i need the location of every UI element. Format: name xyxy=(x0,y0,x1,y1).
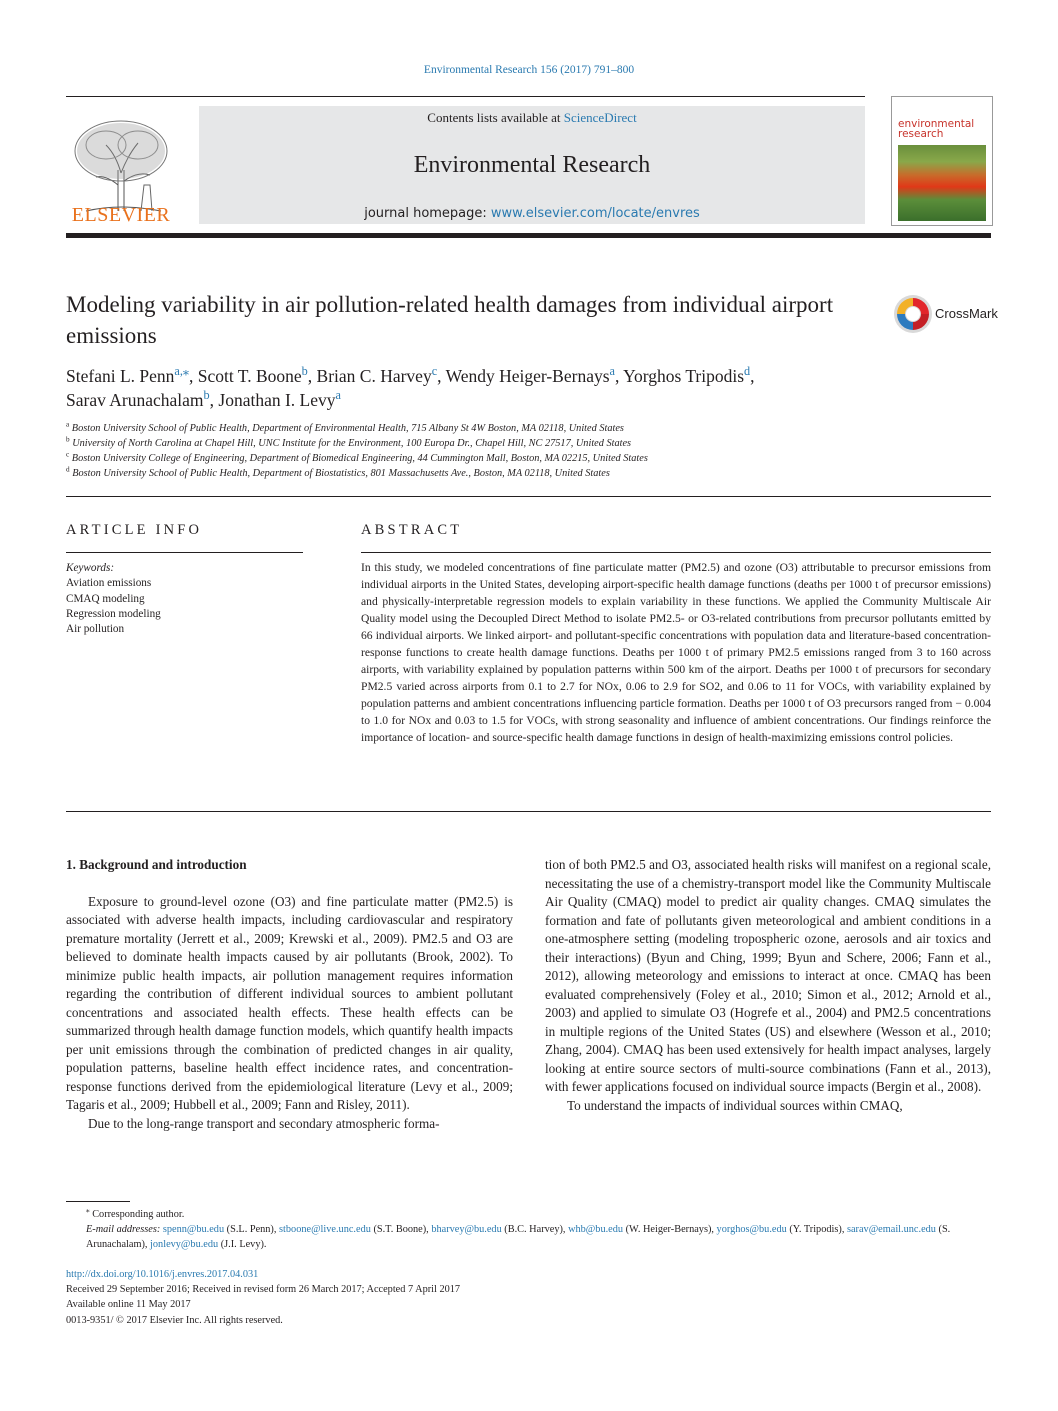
author-name: Stefani L. Penn xyxy=(66,366,175,386)
email-link[interactable]: stboone@live.unc.edu xyxy=(279,1224,371,1235)
homepage-prefix: journal homepage: xyxy=(364,206,491,221)
journal-cover-thumbnail[interactable] xyxy=(891,96,993,226)
affiliation xyxy=(66,466,966,481)
contents-line xyxy=(199,110,865,126)
cover-title-line1: environmental xyxy=(898,118,975,130)
email-label: E-mail addresses: xyxy=(86,1224,161,1235)
author xyxy=(66,390,210,410)
author-name: Jonathan I. Levy xyxy=(218,390,336,410)
article-title: Modeling variability in air pollution-related health damages from individual airport emissions xyxy=(66,292,834,348)
journal-name: Environmental Research xyxy=(413,152,651,178)
elsevier-wordmark: ELSEVIER xyxy=(71,204,171,226)
author-list: Stefani L. Penn$^{a,⁎}$, Scott T. Boone$^b$, Brian C. Harvey$^c$, Wendy Heiger-Bernays$^a$, Yorghos Tripodis$^d$, Sarav Arunachalam$^b$, Jonathan I. Levy$^a$ xyxy=(66,364,755,410)
section-rule xyxy=(66,496,991,497)
affiliation xyxy=(66,451,966,466)
keywords-block xyxy=(66,561,161,637)
section-heading: 1. Background and introduction xyxy=(66,857,247,872)
publication-info xyxy=(66,1267,991,1328)
email-owner: (S.T. Boone) xyxy=(373,1224,427,1235)
available-online: Available online 11 May 2017 xyxy=(66,1299,191,1311)
email-link[interactable]: sarav@email.unc.edu xyxy=(846,1224,936,1235)
affiliation-key: a xyxy=(66,420,70,429)
email-owner: (J.I. Levy) xyxy=(220,1239,264,1250)
email-link[interactable]: spenn@bu.edu xyxy=(162,1224,225,1235)
email-owner: (Y. Tripodis) xyxy=(789,1224,842,1235)
author-name: Sarav Arunachalam xyxy=(66,390,204,410)
author xyxy=(66,366,189,386)
email-owner: (S.L. Penn) xyxy=(226,1224,274,1235)
keyword: Air pollution xyxy=(66,623,125,636)
article-info-heading: ARTICLE INFO xyxy=(66,522,203,538)
corresponding-text: Corresponding author. xyxy=(92,1209,185,1220)
author-name: Brian C. Harvey xyxy=(316,366,432,386)
author-affil-mark[interactable]: a xyxy=(335,388,341,403)
footnote-rule xyxy=(66,1201,130,1202)
received-dates: Received 29 September 2016; Received in revised form 26 March 2017; Accepted 7 April 2017 xyxy=(66,1284,461,1296)
body-paragraph: tion of both PM2.5 and O3, associated health risks will manifest on a regional scale, necessitating the use of a chemistry-transport model like the Community Multiscale Air Quality (CMAQ) model to predict air quality changes. CMAQ simulates the formation and fate of pollutants given meteorological and ambient conditions in a one-atmosphere setting (modeling tropospheric ozone, aerosols and air toxics and their interactions) (Byun and Ching, 1999; Byun and Schere, 2006; Fann et al., 2012), allowing meteorology and emissions to interact at once. CMAQ has been evaluated comprehensively (Foley et al., 2010; Simon et al., 2012; Arnold et al., 2003) and applied to simulate O3 (Hogrefe et al., 2004) and PM2.5 concentrations in multiple regions of the United States (US) and elsewhere (Wesson et al., 2010; Zhang, 2004). CMAQ has been used extensively for health impact analyses, largely looking at entire source sectors of multi-source combinations (Fann et al., 2013), with fewer applications focused on individual source impacts (Bergin et al., 2008). xyxy=(545,857,991,1094)
email-link[interactable]: whb@bu.edu xyxy=(568,1224,624,1235)
header-rule xyxy=(66,96,865,97)
keywords-label: Keywords: xyxy=(66,562,115,574)
author xyxy=(198,366,308,386)
contents-prefix: Contents lists available at xyxy=(427,110,564,125)
corresponding-mark: ⁎ xyxy=(86,1206,90,1215)
email-link[interactable]: yorghos@bu.edu xyxy=(716,1224,787,1235)
author-affil-mark[interactable]: b xyxy=(203,388,210,403)
keyword: Aviation emissions xyxy=(66,577,152,590)
affiliation xyxy=(66,436,966,451)
keyword: Regression modeling xyxy=(66,607,161,620)
affiliation-list xyxy=(66,421,966,481)
cover-title xyxy=(898,119,974,139)
author-name: Wendy Heiger-Bernays xyxy=(445,366,610,386)
corresponding-author-note xyxy=(66,1207,991,1222)
doi-link[interactable]: http://dx.doi.org/10.1016/j.envres.2017.04.031 xyxy=(66,1269,259,1280)
author xyxy=(218,390,341,410)
affiliation xyxy=(66,421,966,436)
author-affil-mark[interactable]: a,⁎ xyxy=(174,364,190,379)
email-addresses: E-mail addresses: spenn@bu.edu (S.L. Penn), stboone@live.unc.edu (S.T. Boone), bharvey@bu.edu (B.C. Harvey), whb@bu.edu (W. Heiger-Bernays), yorghos@bu.edu (Y. Tripodis), sarav@email.unc.edu (S. Arunachalam), jonlevy@bu.edu (J.I. Levy). xyxy=(86,1224,951,1250)
author xyxy=(317,366,438,386)
journal-citation[interactable]: Environmental Research 156 (2017) 791–800 xyxy=(423,64,635,76)
abstract-end-rule xyxy=(66,811,991,812)
affiliation-key: c xyxy=(66,450,70,459)
homepage-line xyxy=(199,206,865,221)
author-name: Yorghos Tripodis xyxy=(623,366,745,386)
abstract-text: In this study, we modeled concentrations of fine particulate matter (PM2.5) and ozone (O3) attributable to precursor emissions from individual airports in the United States, developing airport-specific health damage functions (deaths per 1000 t of precursor emissions) and physically-interpretable regression models to explain variability in these functions. We applied the Community Multiscale Air Quality model using the Decoupled Direct Method to isolate PM2.5- or O3-related contributions from precursor pollutants emitted by 66 individual airports. We linked airport- and pollutant-specific concentrations with population data and literature-based concentration-response functions to create health damage functions. Deaths per 1000 t of primary PM2.5 emissions ranged from 3 to 160 across airports, with variability explained by population patterns within 500 km of the airport. Deaths per 1000 t of precursors for secondary PM2.5 varied across airports from 0.1 to 2.7 for NOx, 0.06 to 2.9 for SO2, and 0.06 to 11 for VOCs, with variability explained by population patterns and ambient concentrations influencing particle formation. Deaths per 1000 t of O3 precursors ranged from − 0.004 to 1.0 for NOx and 0.03 to 1.5 for VOCs, with strong seasonality and influence of ambient concentrations. Our findings reinforce the importance of location- and source-specific health damage functions in design of health-maximizing emissions control policies. xyxy=(361,561,991,744)
article-info-rule xyxy=(66,552,303,553)
email-link[interactable]: bharvey@bu.edu xyxy=(431,1224,502,1235)
affiliation-key: d xyxy=(66,465,70,474)
sciencedirect-link[interactable]: ScienceDirect xyxy=(563,110,637,125)
affiliation-text: Boston University School of Public Health, Department of Biostatistics, 801 Massachusetts Ave., Boston, MA 02118, United States xyxy=(72,468,610,479)
author-name: Scott T. Boone xyxy=(197,366,302,386)
keyword: CMAQ modeling xyxy=(66,592,145,605)
header-thick-rule xyxy=(66,233,991,238)
body-paragraph: Due to the long-range transport and secondary atmospheric forma- xyxy=(88,1115,440,1131)
affiliation-text: University of North Carolina at Chapel Hill, UNC Institute for the Environment, 100 Europa Dr., Chapel Hill, NC 27517, United States xyxy=(72,438,632,449)
copyright: 0013-9351/ © 2017 Elsevier Inc. All rights reserved. xyxy=(66,1314,283,1326)
footnotes xyxy=(66,1207,991,1252)
email-link[interactable]: jonlevy@bu.edu xyxy=(150,1239,219,1250)
homepage-link[interactable]: www.elsevier.com/locate/envres xyxy=(490,206,700,221)
affiliation-text: Boston University School of Public Health, Department of Environmental Health, 715 Albany St 4W Boston, MA 02118, United States xyxy=(71,423,624,434)
author xyxy=(446,366,615,386)
author-affil-mark[interactable]: d xyxy=(744,364,751,379)
email-owner: (S. Arunachalam) xyxy=(86,1224,951,1250)
author-affil-mark[interactable]: a xyxy=(609,364,615,379)
body-column-left xyxy=(66,856,513,1133)
author-affil-mark[interactable]: c xyxy=(431,364,438,379)
crossmark-icon[interactable] xyxy=(893,294,933,334)
abstract-heading: ABSTRACT xyxy=(361,522,463,538)
crossmark-label[interactable]: CrossMark xyxy=(935,306,998,321)
affiliation-key: b xyxy=(66,435,70,444)
abstract-rule xyxy=(361,552,991,553)
body-paragraph: Exposure to ground-level ozone (O3) and fine particulate matter (PM2.5) is associated with adverse health impacts, including cardiovascular and respiratory premature mortality (Jerrett et al., 2009; Krewski et al., 2009). PM2.5 and O3 are believed to dominate health impacts caused by air pollutants (Brook, 2002). To minimize public health impacts, air pollution management requires information regarding the contribution of different individual sources to ambient pollutant concentrations and associated health effects. These health effects can be summarized through health damage function models, which quantify health impacts per unit emissions through the combination of predicted changes in air quality, population patterns, baseline health effect incidence rates, and concentration-response functions derived from the epidemiological literature (Levy et al., 2009; Tagaris et al., 2009; Hubbell et al., 2009; Fann and Risley, 2011). xyxy=(66,893,513,1112)
body-paragraph: To understand the impacts of individual sources within CMAQ, xyxy=(567,1097,903,1113)
journal-masthead xyxy=(199,106,865,224)
email-owner: (B.C. Harvey) xyxy=(504,1224,563,1235)
author xyxy=(623,366,750,386)
body-column-right xyxy=(545,856,991,1115)
email-owner: (W. Heiger-Bernays) xyxy=(625,1224,712,1235)
affiliation-text: Boston University College of Engineering, Department of Biomedical Engineering, 44 Cummington Mall, Boston, MA 02215, United States xyxy=(71,453,648,464)
cover-image xyxy=(898,145,986,221)
author-affil-mark[interactable]: b xyxy=(301,364,308,379)
cover-title-line2: research xyxy=(898,128,944,140)
